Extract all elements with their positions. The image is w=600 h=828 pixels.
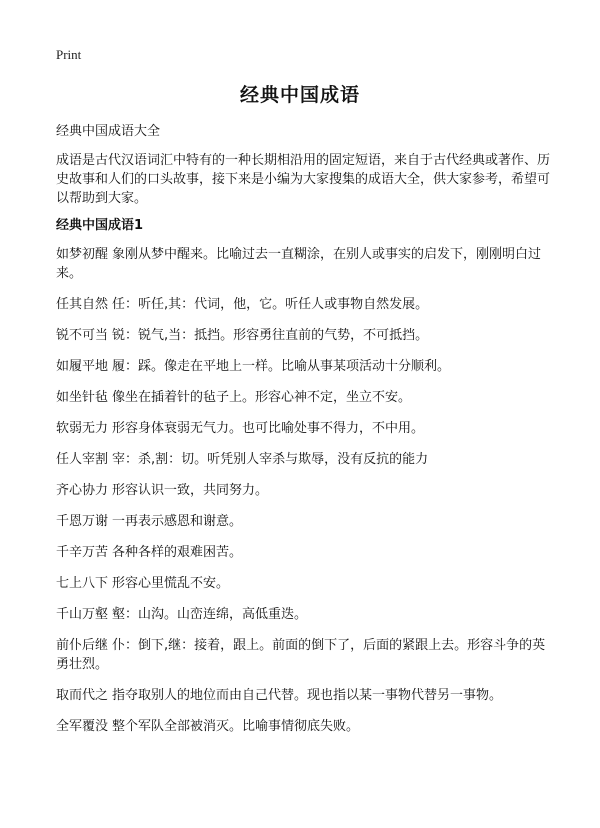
idiom-entry	[56, 388, 552, 407]
idiom-term: 千恩万谢	[56, 514, 109, 529]
idiom-definition: 指夺取别人的地位而由自己代替。现也指以某一事物代替另一事物。	[112, 688, 503, 703]
idiom-term: 锐不可当	[56, 328, 109, 343]
idiom-definition: 履：踩。像走在平地上一样。比喻从事某项活动十分顺利。	[112, 359, 451, 374]
idiom-term: 如坐针毡	[56, 390, 109, 405]
idiom-term: 千辛万苦	[56, 545, 109, 560]
idiom-entry	[56, 481, 552, 500]
idiom-entry	[56, 686, 552, 705]
idiom-term: 七上八下	[56, 576, 109, 591]
idiom-definition: 宰：杀,割：切。听凭别人宰杀与欺辱，没有反抗的能力	[112, 452, 429, 467]
idiom-entry	[56, 543, 552, 562]
idiom-term: 任其自然	[56, 297, 109, 312]
idiom-entry	[56, 295, 552, 314]
idiom-term: 全军覆没	[56, 719, 109, 734]
print-link[interactable]: Print	[56, 47, 82, 62]
idiom-definition: 一再表示感恩和谢意。	[112, 514, 243, 529]
idiom-term: 取而代之	[56, 688, 109, 703]
idiom-entry	[56, 450, 552, 469]
idiom-entry	[56, 512, 552, 531]
idiom-entry	[56, 419, 552, 438]
idiom-definition: 整个军队全部被消灭。比喻事情彻底失败。	[112, 719, 360, 734]
idiom-definition: 各种各样的艰难困苦。	[112, 545, 243, 560]
idiom-entry	[56, 636, 552, 674]
idiom-entry	[56, 574, 552, 593]
idiom-definition: 形容认识一致，共同努力。	[112, 483, 269, 498]
idiom-term: 如履平地	[56, 359, 109, 374]
idiom-definition: 像坐在插着针的毡子上。形容心神不定，坐立不安。	[112, 390, 412, 405]
idiom-entry	[56, 605, 552, 624]
idiom-definition: 锐：锐气,当：抵挡。形容勇往直前的气势，不可抵挡。	[112, 328, 429, 343]
idiom-definition: 任：听任,其：代词，他，它。听任人或事物自然发展。	[112, 297, 429, 312]
idiom-entry	[56, 326, 552, 345]
page-title: 经典中国成语	[239, 84, 360, 106]
page-subtitle: 经典中国成语大全	[56, 124, 161, 139]
intro-paragraph: 成语是古代汉语词汇中特有的一种长期相沿用的固定短语，来自于古代经典或著作、历史故事和人们的口头故事，接下来是小编为大家搜集的成语大全，供大家参考，希望可以帮助到大家。	[56, 153, 551, 206]
idiom-term: 千山万壑	[56, 607, 109, 622]
section-heading: 经典中国成语1	[56, 218, 144, 233]
idiom-definition: 壑：山沟。山峦连绵，高低重迭。	[112, 607, 308, 622]
idiom-definition: 象刚从梦中醒来。比喻过去一直糊涂，在别人或事实的启发下，刚刚明白过来。	[56, 247, 542, 281]
idiom-term: 齐心协力	[56, 483, 109, 498]
idiom-definition: 形容心里慌乱不安。	[112, 576, 230, 591]
idiom-term: 如梦初醒	[56, 247, 109, 262]
idiom-entry	[56, 717, 552, 736]
idiom-term: 软弱无力	[56, 421, 109, 436]
idiom-entry	[56, 245, 552, 283]
idiom-entry	[56, 357, 552, 376]
idiom-term: 前仆后继	[56, 638, 109, 653]
idiom-term: 任人宰割	[56, 452, 109, 467]
idiom-definition: 形容身体衰弱无气力。也可比喻处事不得力，不中用。	[112, 421, 425, 436]
idiom-list	[56, 245, 552, 748]
idiom-definition: 仆：倒下,继：接着，跟上。前面的倒下了，后面的紧跟上去。形容斗争的英勇壮烈。	[56, 638, 546, 672]
